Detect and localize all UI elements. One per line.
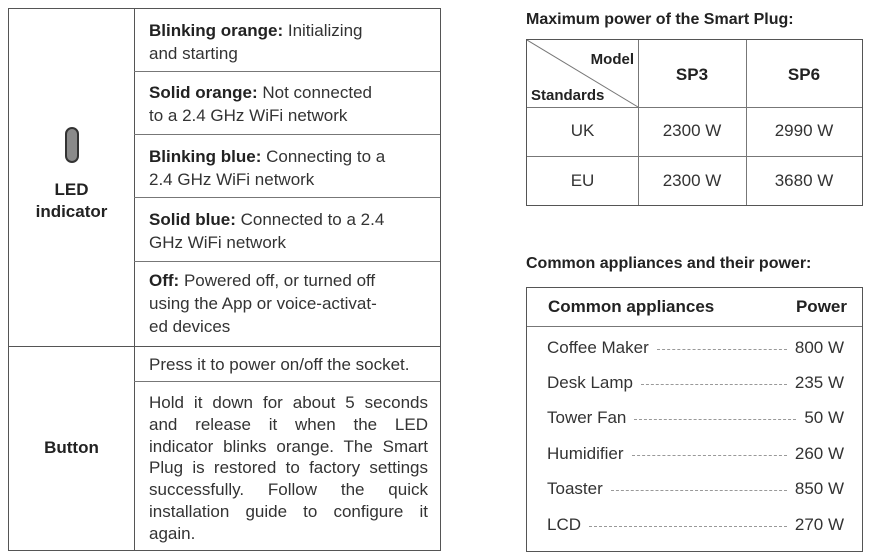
- eu-sp3-value: 2300 W: [662, 171, 722, 190]
- column-divider: [134, 9, 135, 550]
- row-divider: [527, 107, 862, 108]
- leader-dots: [641, 384, 787, 385]
- list-item: Tower Fan 50 W: [547, 408, 844, 427]
- corner-standards-label: Standards: [531, 87, 605, 104]
- uk-sp3-value: 2300 W: [662, 121, 722, 140]
- list-item: Coffee Maker 800 W: [547, 338, 844, 357]
- button-row-press: Press it to power on/off the socket.: [149, 355, 410, 374]
- leader-dots: [611, 490, 787, 491]
- led-row-blinking-orange: Blinking orange: Initializing and starting: [149, 21, 363, 63]
- row-divider: [134, 134, 440, 135]
- section-divider: [9, 346, 440, 347]
- standard-eu: EU: [570, 171, 595, 190]
- row-divider: [134, 261, 440, 262]
- led-row-blinking-blue: Blinking blue: Connecting to a 2.4 GHz WiFi network: [149, 147, 386, 189]
- row-divider: [134, 71, 440, 72]
- eu-sp6-value: 3680 W: [774, 171, 834, 190]
- leader-dots: [634, 419, 796, 420]
- corner-model-label: Model: [590, 51, 634, 68]
- uk-sp6-value: 2990 W: [774, 121, 834, 140]
- list-item: Toaster 850 W: [547, 479, 844, 498]
- standard-uk: UK: [570, 121, 595, 140]
- col-appliance-header: Common appliances: [548, 297, 715, 316]
- row-divider: [527, 156, 862, 157]
- button-row-hold: Hold it down for about 5 seconds and release it when the LED indicator blinks orange. The Smart Plug is restored to factory settings successfully. Follow the quick installation guide to configure it again.: [149, 393, 428, 543]
- row-divider: [134, 381, 440, 382]
- model-header-sp6: SP6: [787, 65, 821, 84]
- col-power-header: Power: [795, 297, 847, 316]
- led-row-off: Off: Powered off, or turned off using the App or voice-activat- ed devices: [149, 271, 377, 336]
- leader-dots: [632, 455, 787, 456]
- max-power-table: [526, 39, 863, 206]
- led-indicator-label: LED indicator: [35, 180, 108, 221]
- led-indicator-icon: [65, 127, 79, 163]
- led-row-solid-orange: Solid orange: Not connected to a 2.4 GHz WiFi network: [149, 83, 372, 125]
- model-header-sp3: SP3: [675, 65, 709, 84]
- leader-dots: [657, 349, 787, 350]
- list-item: Humidifier 260 W: [547, 444, 844, 463]
- leader-dots: [589, 526, 787, 527]
- max-power-heading: Maximum power of the Smart Plug:: [526, 11, 794, 28]
- row-divider: [134, 197, 440, 198]
- led-row-solid-blue: Solid blue: Connected to a 2.4 GHz WiFi network: [149, 210, 385, 252]
- list-item: Desk Lamp 235 W: [547, 373, 844, 392]
- header-divider: [527, 326, 862, 327]
- list-item: LCD 270 W: [547, 515, 844, 534]
- appliances-heading: Common appliances and their power:: [526, 255, 812, 272]
- button-label: Button: [44, 438, 99, 457]
- appliances-table: [526, 287, 863, 552]
